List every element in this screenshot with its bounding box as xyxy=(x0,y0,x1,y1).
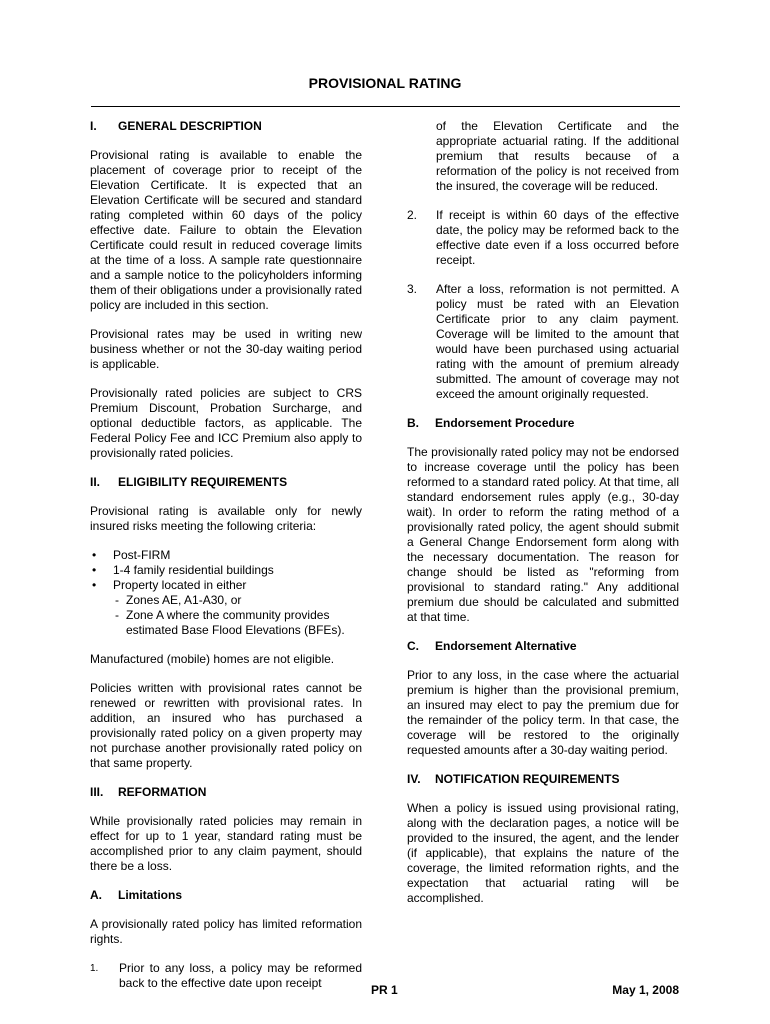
paragraph: When a policy is issued using provisional rating, along with the declaration pages, a notice will be provided to the insured, the agent, and the lender (if applicable), that explains the nature of the coverage, the limited reformation rights, and the expectation that actuarial rating will be accomplished. xyxy=(407,801,679,905)
page-title: PROVISIONAL RATING xyxy=(308,75,462,91)
section-title: ELIGIBILITY REQUIREMENTS xyxy=(118,475,288,489)
section-heading-general-description xyxy=(90,119,362,134)
paragraph: Manufactured (mobile) homes are not eligible. xyxy=(90,652,335,666)
bullet-icon: • xyxy=(92,578,97,592)
list-item xyxy=(90,563,362,578)
paragraph: Policies written with provisional rates cannot be renewed or rewritten with provisional rates. In addition, an insured who has purchased a provisionally rated policy on a given property may not purchase another provisionally rated policy on that same property. xyxy=(90,681,362,770)
paragraph: Provisional rating is available to enable the placement of coverage prior to receipt of the Elevation Certificate. It is expected that an Elevation Certificate will be secured and standard rating completed within 60 days of the policy effective date. Failure to obtain the Elevation Certificate could result in reduced coverage limits at the time of a loss. A sample rate questionnaire and a sample notice to the policyholders informing them of their obligations under a provisionally rated policy are included in this section. xyxy=(90,148,362,312)
paragraph: Prior to any loss, in the case where the actuarial premium is higher than the provisional premium, an insured may elect to pay the premium due for the remainder of the policy term. In that case, the coverage will be restored to the originally requested amounts after a 30-day waiting period. xyxy=(407,668,679,757)
subsection-heading-endorsement-procedure xyxy=(407,416,679,431)
subsection-letter: A. xyxy=(90,888,102,902)
bullet-icon: • xyxy=(92,548,97,562)
paragraph: A provisionally rated policy has limited reformation rights. xyxy=(90,917,362,946)
subsection-letter: C. xyxy=(407,639,419,653)
paragraph: Provisional rating is available only for newly insured risks meeting the following criteria: xyxy=(90,504,362,533)
subsection-title: Endorsement Procedure xyxy=(435,416,575,430)
limitations-list xyxy=(90,961,362,991)
section-number: I. xyxy=(90,119,97,133)
sub-list-item-text: Zones AE, A1-A30, or xyxy=(126,593,242,607)
section-heading-reformation xyxy=(90,785,362,800)
left-column xyxy=(90,119,362,1005)
dash-icon: - xyxy=(115,593,119,607)
numbered-item xyxy=(90,961,362,991)
page-number: PR 1 xyxy=(371,983,398,997)
section-number: IV. xyxy=(407,772,421,786)
list-item xyxy=(90,548,362,563)
item-text: If receipt is within 60 days of the effective date, the policy may be reformed back to the effective date even if a loss occurred before receipt. xyxy=(436,208,679,267)
section-title: GENERAL DESCRIPTION xyxy=(118,119,262,133)
subsection-title: Endorsement Alternative xyxy=(435,639,577,653)
paragraph: Provisional rates may be used in writing new business whether or not the 30-day waiting period is applicable. xyxy=(90,327,362,371)
section-heading-eligibility xyxy=(90,475,362,490)
item-number: 1. xyxy=(90,963,99,974)
sub-list-item-text: Zone A where the community provides estimated Base Flood Elevations (BFEs). xyxy=(126,608,345,637)
criteria-list xyxy=(90,548,362,638)
sub-list xyxy=(113,593,362,638)
section-number: II. xyxy=(90,475,101,489)
section-number: III. xyxy=(90,785,104,799)
page-date: May 1, 2008 xyxy=(612,983,679,997)
paragraph: The provisionally rated policy may not be endorsed to increase coverage until the policy has been reformed to a standard rated policy. At that time, all standard endorsement rules apply (e.g., 30-day wait). In order to reform the rating method of a provisionally rated policy, the agent should submit a General Change Endorsement form along with the necessary documentation. The reason for change should be listed as "reforming from provisional to standard rating." Any additional premium due should be calculated and submitted at that time. xyxy=(407,445,679,624)
subsection-heading-limitations xyxy=(90,888,362,903)
title-divider xyxy=(91,106,680,107)
numbered-item xyxy=(407,208,679,268)
section-title: REFORMATION xyxy=(118,785,207,799)
list-item-text: 1-4 family residential buildings xyxy=(113,563,274,577)
limitations-list-continued xyxy=(407,208,679,402)
item-continuation: of the Elevation Certificate and the appropriate actuarial rating. If the additional premium that results because of a reformation of the policy is not received from the insured, the coverage will be reduced. xyxy=(436,119,679,193)
right-column xyxy=(407,119,679,920)
list-item-text: Post-FIRM xyxy=(113,548,171,562)
bullet-icon: • xyxy=(92,563,97,577)
sub-list-item xyxy=(113,593,362,608)
section-heading-notification xyxy=(407,772,679,787)
paragraph: While provisionally rated policies may remain in effect for up to 1 year, standard rating must be accomplished prior to any claim payment, should there be a loss. xyxy=(90,814,362,873)
section-title: NOTIFICATION REQUIREMENTS xyxy=(435,772,620,786)
list-item-text: Property located in either xyxy=(113,578,247,592)
paragraph: Provisionally rated policies are subject to CRS Premium Discount, Probation Surcharge, and optional deductible factors, as applicable. The Federal Policy Fee and ICC Premium also apply to provisionally rated policies. xyxy=(90,386,362,460)
subsection-title: Limitations xyxy=(118,888,183,902)
list-item xyxy=(90,578,362,638)
subsection-letter: B. xyxy=(407,416,419,430)
item-text: After a loss, reformation is not permitted. A policy must be rated with an Elevation Certificate prior to any claim payment. Coverage will be limited to the amount that would have been purchased using actuarial rating with the amount of premium already submitted. The amount of coverage may not exceed the amount originally requested. xyxy=(436,282,679,401)
item-text: Prior to any loss, a policy may be reformed back to the effective date upon receipt xyxy=(119,961,362,990)
item-number: 3. xyxy=(407,282,418,296)
sub-list-item xyxy=(113,608,362,638)
subsection-heading-endorsement-alternative xyxy=(407,639,679,654)
dash-icon: - xyxy=(115,608,119,622)
numbered-item xyxy=(407,282,679,402)
item-number: 2. xyxy=(407,208,418,222)
